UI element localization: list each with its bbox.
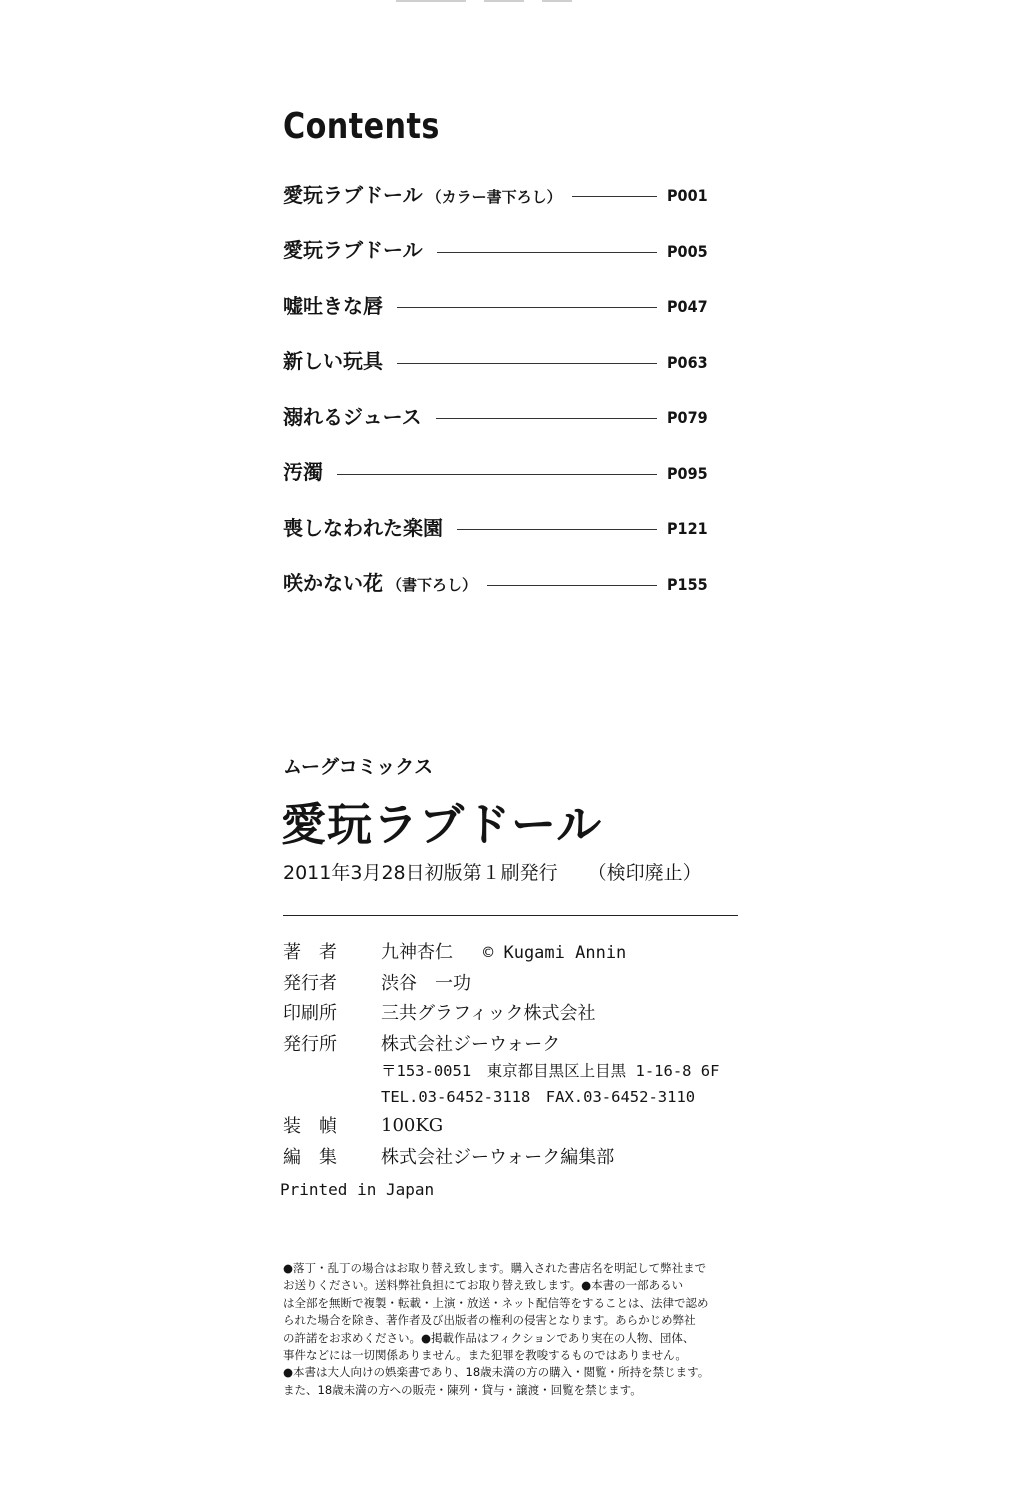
publication-date [283, 858, 702, 885]
divider [283, 915, 738, 916]
toc-entry-title: 咲かない花 （書下ろし） [283, 571, 478, 596]
colophon-credits [283, 936, 719, 1171]
toc-entry-title: 溺れるジュース [283, 404, 422, 429]
printed-in-japan: Printed in Japan [280, 1180, 435, 1199]
notice-line: は全部を無断で複製・転載・上演・放送・ネット配信等をすることは、法律で認め [283, 1295, 709, 1310]
author-name: 九神杏仁 [381, 942, 453, 964]
copyright-notice: © Kugami Annin [483, 943, 627, 964]
notice-line: られた場合を除き、著作者及び出版者の権利の侵害となります。あらかじめ弊社 [283, 1313, 696, 1328]
legal-notice [283, 1260, 745, 1399]
toc-entry [283, 501, 713, 557]
toc-entry-page: P001 [667, 186, 708, 206]
toc-entry [283, 168, 713, 224]
design-name: 100KG [381, 1114, 444, 1136]
toc-leader-line [572, 196, 657, 197]
credit-row-editor [283, 1141, 719, 1172]
notice-line: ●本書は大人向けの娯楽書であり、18歳未満の方の購入・閲覧・所持を禁じます。 [283, 1365, 710, 1380]
toc-entry-title: 汚濁 [283, 460, 323, 485]
credit-row-design [283, 1110, 719, 1141]
toc-entry-title: 嘘吐きな唇 [283, 293, 383, 318]
notice-line: の許諾をお求めください。●掲載作品はフィクションであり実在の人物、団体、 [283, 1330, 695, 1345]
contents-heading: Contents [283, 106, 440, 147]
toc-entry [283, 557, 713, 613]
toc-entry [283, 446, 713, 502]
author-label: 著 者 [283, 942, 337, 964]
toc-entry [283, 390, 713, 446]
toc-entry-page: P121 [667, 519, 708, 539]
editor-label: 編 集 [283, 1146, 337, 1168]
publishing-house-name: 株式会社ジーウォーク [381, 1033, 561, 1055]
series-name: ムーグコミックス [283, 756, 434, 778]
credit-row-phone [283, 1082, 719, 1110]
toc-leader-line [436, 418, 657, 419]
toc-entry-title: 愛玩ラブドール [283, 238, 423, 263]
book-title: 愛玩ラブドール [281, 798, 603, 851]
seal-abolished-note: （検印廃止） [587, 862, 702, 884]
toc-entry-page: P063 [667, 352, 708, 372]
toc-entry-title: 愛玩ラブドール （カラー書下ろし） [283, 182, 562, 207]
toc-leader-line [487, 585, 657, 586]
toc-entry-title: 喪しなわれた楽園 [283, 515, 443, 540]
notice-line: また、18歳未満の方への販売・陳列・貸与・譲渡・回覧を禁じます。 [283, 1382, 642, 1397]
credit-row-address [283, 1058, 719, 1082]
publisher-phone-fax: TEL.03-6452-3118 FAX.03-6452-3110 [381, 1088, 696, 1106]
publisher-address: 〒153-0051 東京都目黒区上目黒 1-16-8 6F [381, 1062, 720, 1080]
credit-row-publisher [283, 967, 719, 998]
printer-name: 三共グラフィック株式会社 [381, 1003, 596, 1025]
toc-entry [283, 335, 713, 391]
toc-leader-line [337, 474, 657, 475]
publisher-label: 発行者 [283, 972, 337, 994]
toc-entry-page: P079 [667, 408, 708, 428]
notice-line: 事件などには一切関係ありません。また犯罪を教唆するものではありません。 [283, 1348, 687, 1363]
toc-leader-line [437, 252, 657, 253]
toc-entry-page: P155 [667, 574, 708, 594]
toc-entry-page: P095 [667, 463, 708, 483]
design-label: 装 幀 [283, 1116, 337, 1138]
printer-label: 印刷所 [283, 1003, 337, 1025]
toc-leader-line [397, 307, 657, 308]
toc-entry-page: P005 [667, 241, 708, 261]
toc-entry [283, 279, 713, 335]
table-of-contents [283, 168, 713, 612]
toc-leader-line [457, 529, 657, 530]
editor-name: 株式会社ジーウォーク編集部 [381, 1146, 615, 1168]
notice-line: お送りください。送料弊社負担にてお取り替え致します。●本書の一部あるい [283, 1278, 684, 1293]
credit-row-publishing-house [283, 1028, 719, 1059]
toc-entry-page: P047 [667, 297, 708, 317]
first-print-date: 2011年3月28日初版第１刷発行 [283, 862, 558, 884]
toc-leader-line [397, 363, 657, 364]
publisher-name: 渋谷 一功 [381, 972, 471, 994]
notice-line: ●落丁・乱丁の場合はお取り替え致します。購入された書店名を明記して弊社まで [283, 1261, 707, 1275]
publishing-house-label: 発行所 [283, 1033, 337, 1055]
credit-row-printer [283, 997, 719, 1028]
toc-entry-title: 新しい玩具 [283, 349, 383, 374]
toc-entry [283, 224, 713, 280]
credit-row-author [283, 936, 719, 967]
top-edge-mark [396, 0, 596, 4]
